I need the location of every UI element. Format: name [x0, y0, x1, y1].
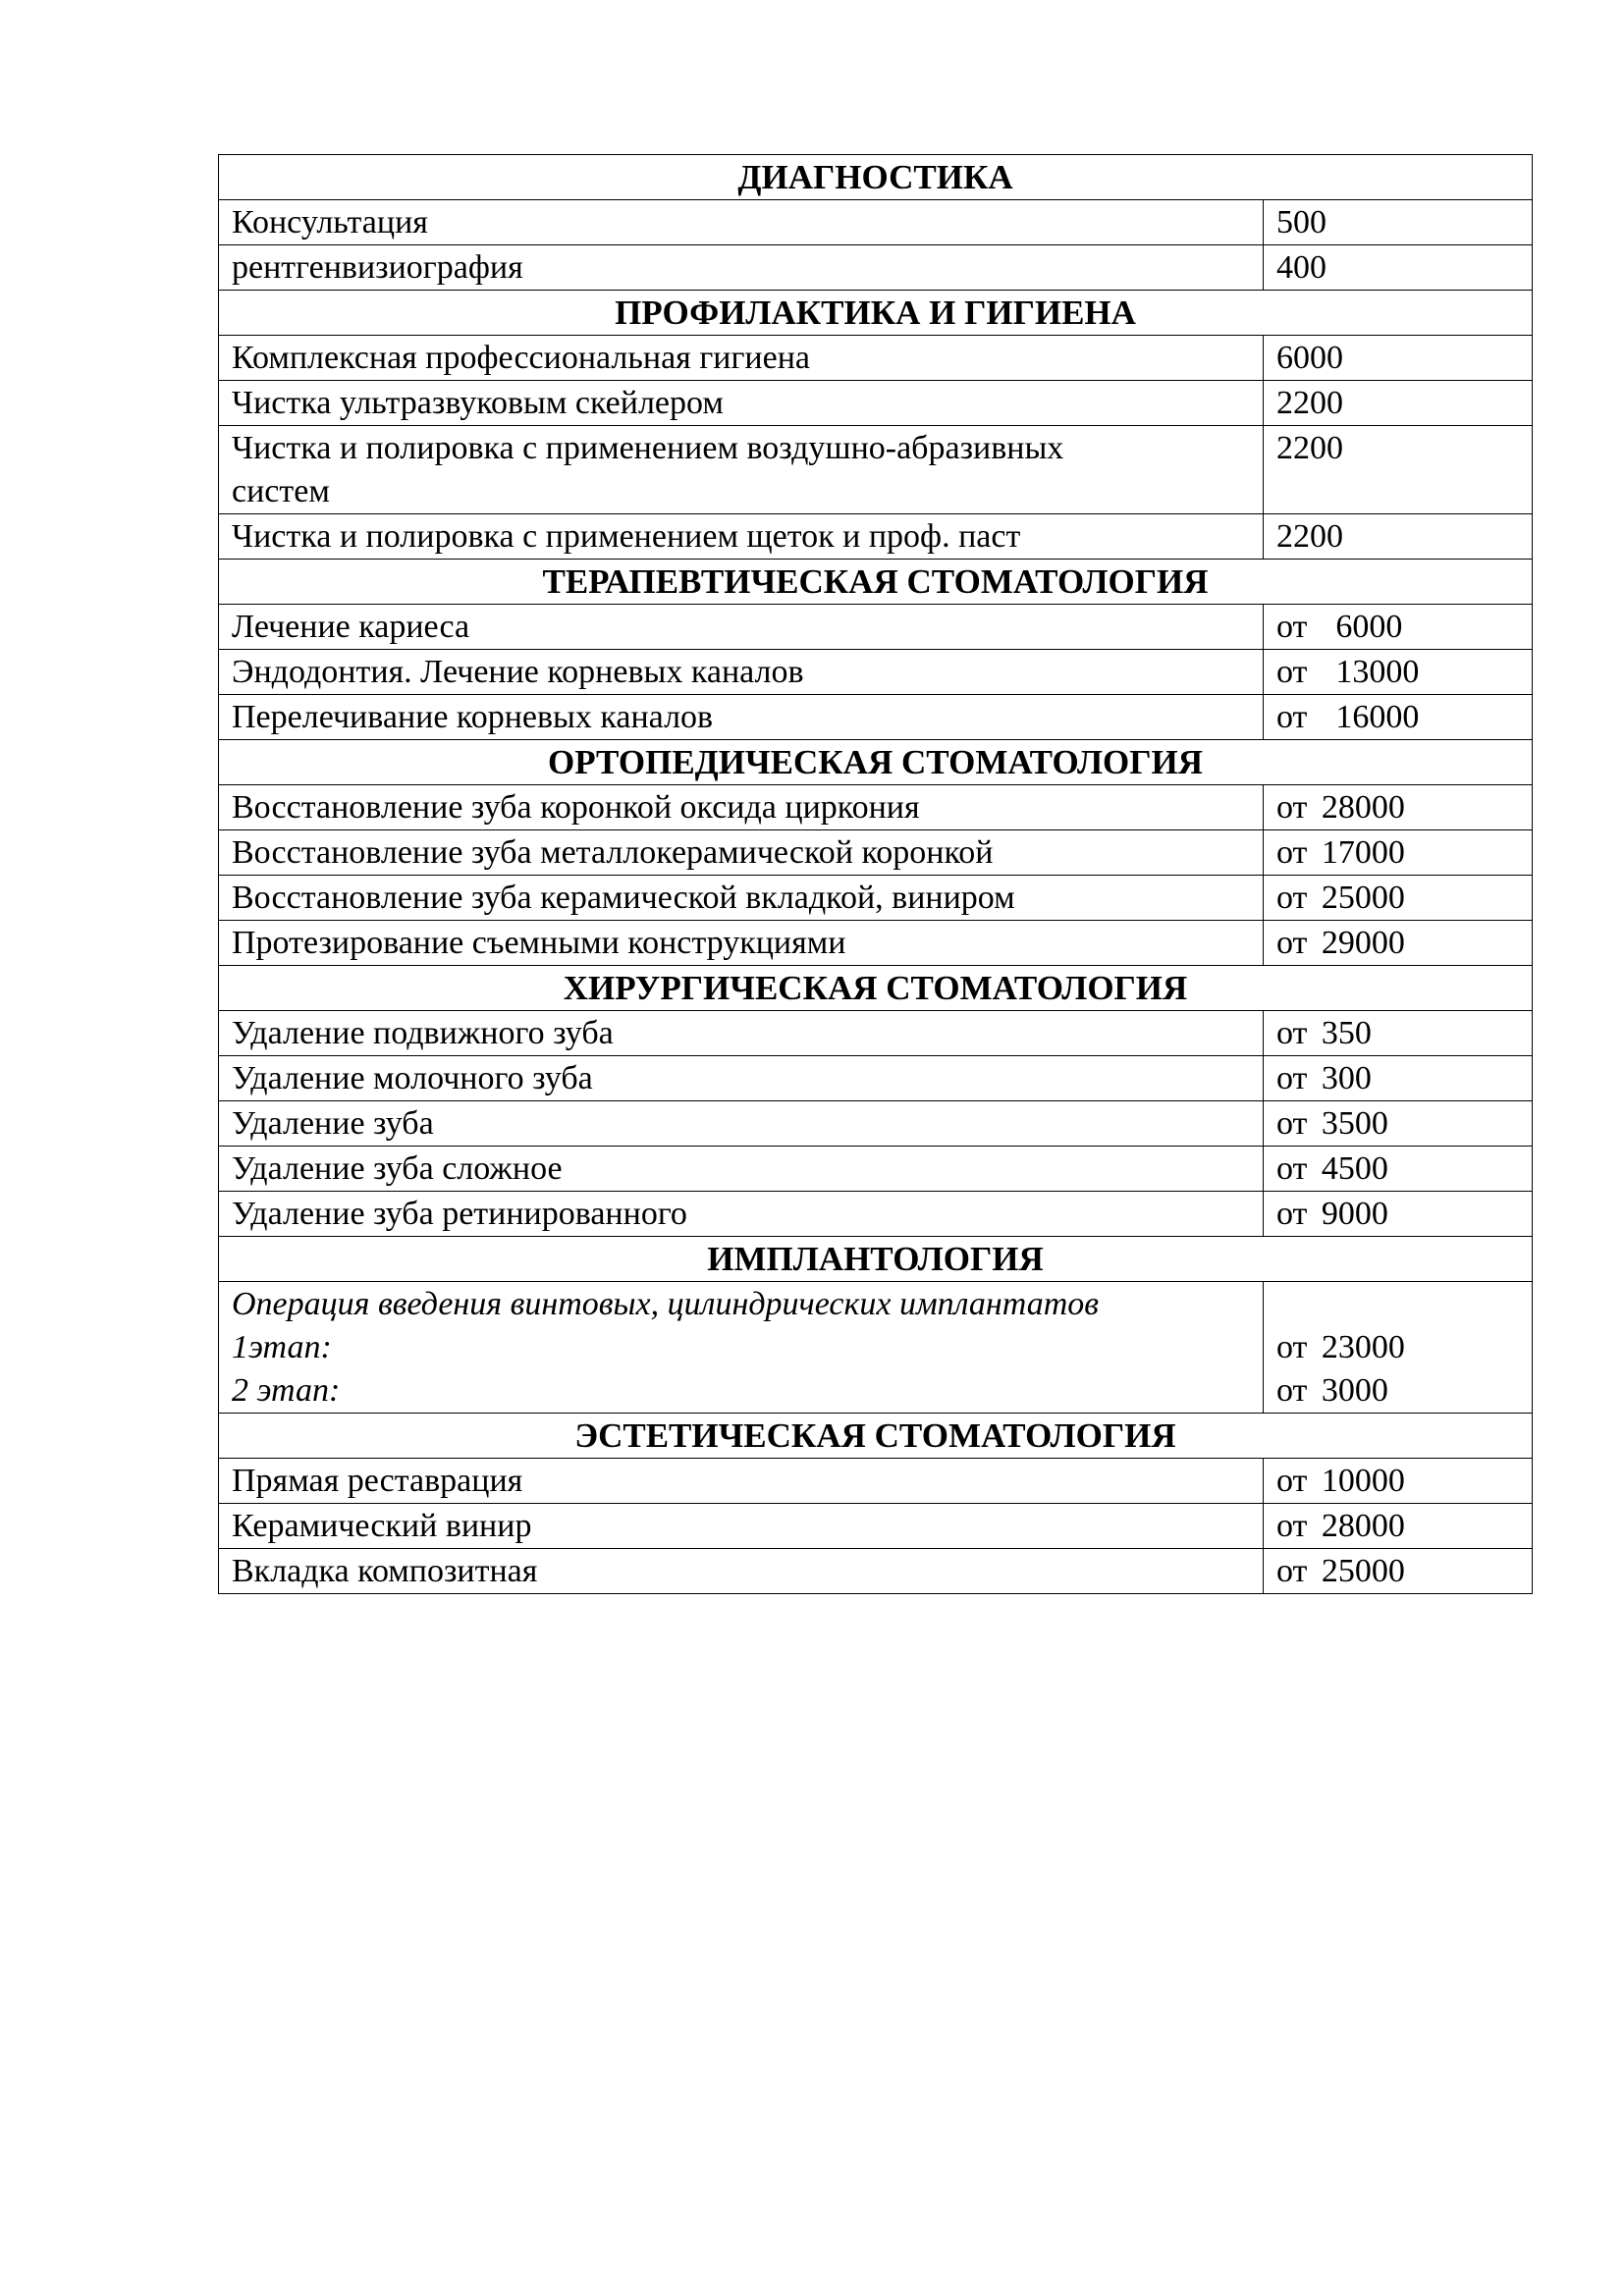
service-price: от 16000: [1264, 695, 1533, 740]
service-name-line: Чистка и полировка с применением воздушно-абразивных: [232, 430, 1064, 466]
service-name: Удаление подвижного зуба: [219, 1011, 1264, 1056]
service-name: Восстановление зуба коронкой оксида циркония: [219, 785, 1264, 830]
service-price: от 28000: [1264, 1504, 1533, 1549]
service-price: от 6000: [1264, 605, 1533, 650]
service-price: 2200: [1264, 381, 1533, 426]
section-header-diagnostics: [219, 155, 1533, 200]
table-row: [219, 514, 1533, 560]
table-row: [219, 1056, 1533, 1101]
service-name: Комплексная профессиональная гигиена: [219, 336, 1264, 381]
table-row: [219, 921, 1533, 966]
table-row: [219, 245, 1533, 291]
service-price: от 10000: [1264, 1459, 1533, 1504]
stage-label: 1этап:: [232, 1329, 332, 1365]
service-name: Керамический винир: [219, 1504, 1264, 1549]
table-row: [219, 605, 1533, 650]
service-price: 400: [1264, 245, 1533, 291]
service-name: Протезирование съемными конструкциями: [219, 921, 1264, 966]
section-title: ЭСТЕТИЧЕСКАЯ СТОМАТОЛОГИЯ: [219, 1414, 1533, 1459]
section-title: ХИРУРГИЧЕСКАЯ СТОМАТОЛОГИЯ: [219, 966, 1533, 1011]
table-row: [219, 1282, 1533, 1414]
service-name: Удаление зуба сложное: [219, 1147, 1264, 1192]
section-header-orthopedic: [219, 740, 1533, 785]
service-price: от 9000: [1264, 1192, 1533, 1237]
table-row: [219, 1459, 1533, 1504]
service-price: от 350: [1264, 1011, 1533, 1056]
service-name: Перелечивание корневых каналов: [219, 695, 1264, 740]
table-row: [219, 1147, 1533, 1192]
service-price: от 25000: [1264, 876, 1533, 921]
service-name: Лечение кариеса: [219, 605, 1264, 650]
service-name: Вкладка композитная: [219, 1549, 1264, 1594]
service-name: Удаление зуба ретинированного: [219, 1192, 1264, 1237]
table-row: [219, 426, 1533, 514]
service-name: Удаление молочного зуба: [219, 1056, 1264, 1101]
section-title: ДИАГНОСТИКА: [219, 155, 1533, 200]
section-header-implantology: [219, 1237, 1533, 1282]
section-header-aesthetic: [219, 1414, 1533, 1459]
section-title: ОРТОПЕДИЧЕСКАЯ СТОМАТОЛОГИЯ: [219, 740, 1533, 785]
service-name-line: Операция введения винтовых, цилиндрических имплантатов: [232, 1286, 1100, 1322]
service-name: Консультация: [219, 200, 1264, 245]
service-name: Восстановление зуба керамической вкладкой, виниром: [219, 876, 1264, 921]
stage-price: от 23000: [1276, 1329, 1405, 1365]
service-name: [219, 1282, 1264, 1414]
service-name: рентгенвизиография: [219, 245, 1264, 291]
table-row: [219, 1011, 1533, 1056]
service-price: [1264, 1282, 1533, 1414]
table-row: [219, 1504, 1533, 1549]
service-price: 500: [1264, 200, 1533, 245]
table-row: [219, 695, 1533, 740]
stage-price: от 3000: [1276, 1372, 1388, 1409]
service-name: Удаление зуба: [219, 1101, 1264, 1147]
service-price: от 4500: [1264, 1147, 1533, 1192]
section-title: ПРОФИЛАКТИКА И ГИГИЕНА: [219, 291, 1533, 336]
service-price: 2200: [1264, 514, 1533, 560]
section-header-surgical: [219, 966, 1533, 1011]
table-row: [219, 336, 1533, 381]
service-name: Эндодонтия. Лечение корневых каналов: [219, 650, 1264, 695]
service-name: [219, 426, 1264, 514]
table-row: [219, 200, 1533, 245]
service-name-line: систем: [232, 473, 330, 509]
service-name: Восстановление зуба металлокерамической коронкой: [219, 830, 1264, 876]
table-row: [219, 1192, 1533, 1237]
price-list-table: [218, 154, 1533, 1594]
service-price: от 17000: [1264, 830, 1533, 876]
table-row: [219, 1549, 1533, 1594]
service-price: от 25000: [1264, 1549, 1533, 1594]
service-price: от 300: [1264, 1056, 1533, 1101]
table-row: [219, 830, 1533, 876]
stage-label: 2 этап:: [232, 1372, 341, 1409]
service-name: Прямая реставрация: [219, 1459, 1264, 1504]
service-price: от 28000: [1264, 785, 1533, 830]
table-row: [219, 381, 1533, 426]
table-row: [219, 785, 1533, 830]
service-price: от 3500: [1264, 1101, 1533, 1147]
service-price: от 29000: [1264, 921, 1533, 966]
service-price: от 13000: [1264, 650, 1533, 695]
service-price: 6000: [1264, 336, 1533, 381]
section-title: ТЕРАПЕВТИЧЕСКАЯ СТОМАТОЛОГИЯ: [219, 560, 1533, 605]
section-header-prophylaxis: [219, 291, 1533, 336]
table-row: [219, 876, 1533, 921]
service-name: Чистка и полировка с применением щеток и проф. паст: [219, 514, 1264, 560]
section-header-therapeutic: [219, 560, 1533, 605]
service-price: 2200: [1264, 426, 1533, 514]
section-title: ИМПЛАНТОЛОГИЯ: [219, 1237, 1533, 1282]
service-name: Чистка ультразвуковым скейлером: [219, 381, 1264, 426]
table-row: [219, 650, 1533, 695]
table-row: [219, 1101, 1533, 1147]
price-spacer: [1276, 1283, 1519, 1326]
